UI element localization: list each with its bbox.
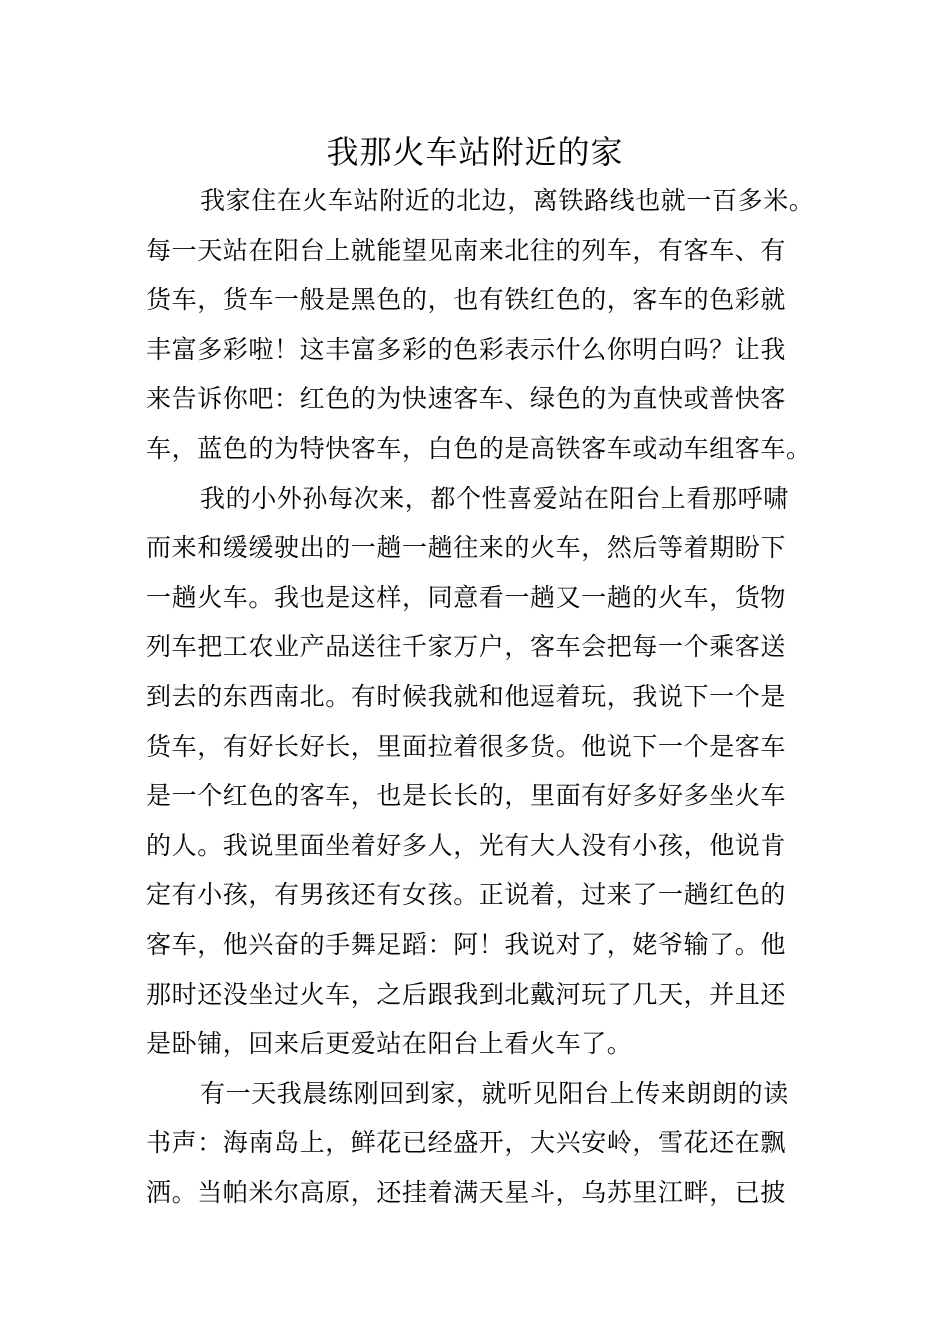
text-line: 而来和缓缓驶出的一趟一趟往来的火车，然后等着期盼下 [146, 533, 787, 563]
text-line: 书声：海南岛上，鲜花已经盛开，大兴安岭，雪花还在飘 [146, 1128, 787, 1158]
text-line: 我的小外孙每次来，都个性喜爱站在阳台上看那呼啸 [200, 483, 789, 513]
document-title: 我那火车站附近的家 [326, 133, 624, 171]
text-line: 一趟火车。我也是这样，同意看一趟又一趟的火车，货物 [146, 582, 787, 612]
text-line: 定有小孩，有男孩还有女孩。正说着，过来了一趟红色的 [146, 880, 787, 910]
text-line: 那时还没坐过火车，之后跟我到北戴河玩了几天，并且还 [146, 979, 787, 1009]
text-line: 是卧铺，回来后更爱站在阳台上看火车了。 [146, 1029, 633, 1059]
text-line: 每一天站在阳台上就能望见南来北往的列车，有客车、有 [146, 235, 787, 265]
text-line: 车，蓝色的为特快客车，白色的是高铁客车或动车组客车。 [146, 433, 812, 463]
text-line: 丰富多彩啦！这丰富多彩的色彩表示什么你明白吗？让我 [146, 334, 787, 364]
text-line: 客车，他兴奋的手舞足蹈：阿！我说对了，姥爷输了。他 [146, 929, 787, 959]
text-line: 货车，有好长好长，里面拉着很多货。他说下一个是客车 [146, 731, 787, 761]
text-line: 有一天我晨练刚回到家，就听见阳台上传来朗朗的读 [200, 1078, 789, 1108]
document-body [146, 176, 815, 1217]
text-line: 是一个红色的客车，也是长长的，里面有好多好多坐火车 [146, 781, 787, 811]
text-line: 列车把工农业产品送往千家万户，客车会把每一个乘客送 [146, 632, 787, 662]
text-line: 洒。当帕米尔高原，还挂着满天星斗，乌苏里江畔，已披 [146, 1177, 787, 1207]
text-line: 的人。我说里面坐着好多人，光有大人没有小孩，他说肯 [146, 830, 787, 860]
text-line: 我家住在火车站附近的北边，离铁路线也就一百多米。 [200, 186, 815, 215]
text-line: 来告诉你吧：红色的为快速客车、绿色的为直快或普快客 [146, 384, 787, 414]
text-line: 货车，货车一般是黑色的，也有铁红色的，客车的色彩就 [146, 285, 787, 315]
text-line: 到去的东西南北。有时候我就和他逗着玩，我说下一个是 [146, 681, 787, 711]
